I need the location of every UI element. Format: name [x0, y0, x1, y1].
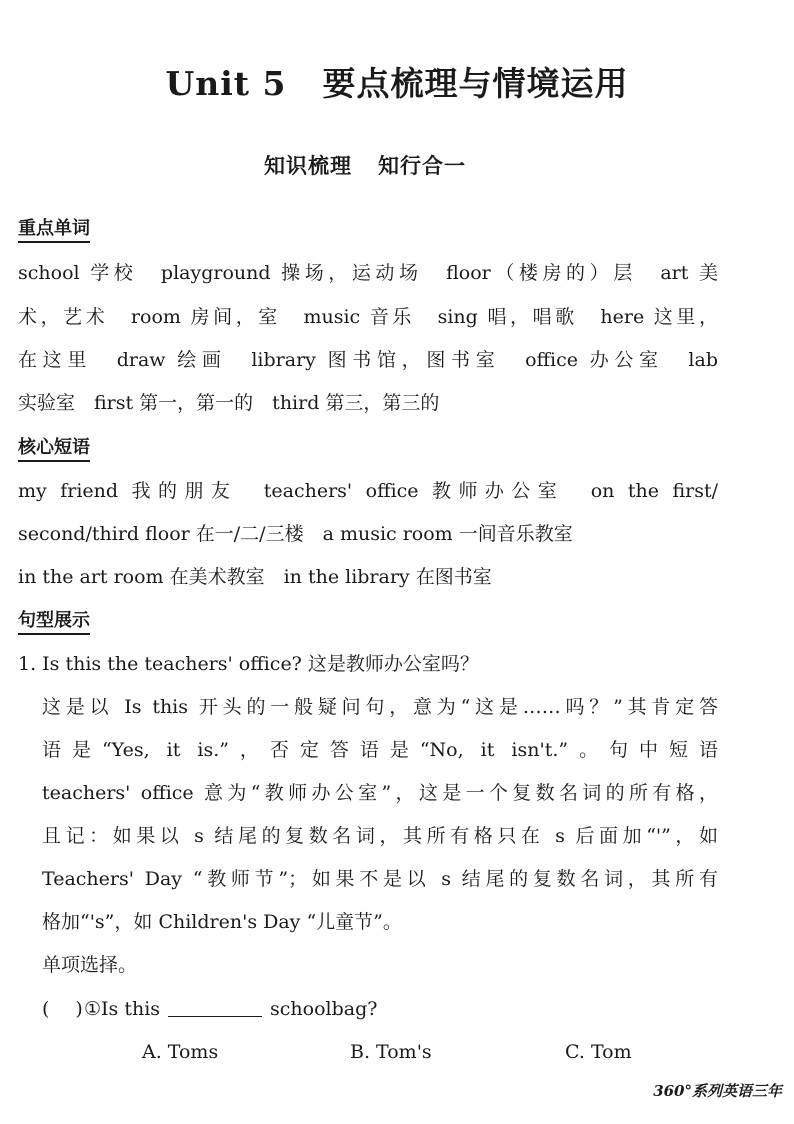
question-1 [42, 994, 718, 1024]
explain-line-4: 且记：如果以 s 结尾的复数名词，其所有格只在 s 后面加“'”，如 [42, 825, 718, 847]
explain-line-6: 格加“'s”，如 Children's Day “儿童节”。 [42, 911, 402, 933]
subtitle-left: 知识梳理 [264, 154, 352, 178]
page-footer: 360°系列英语三年 [653, 1082, 782, 1100]
phrases-line-1: my friend 我的朋友 teachers' office 教师办公室 on the first/ [18, 480, 718, 502]
question-suffix: schoolbag? [270, 998, 378, 1020]
subtitle-right: 知行合一 [378, 154, 466, 178]
explain-line-2: 语是“Yes, it is.”，否定答语是“No, it isn't.”。句中短语 [42, 739, 718, 761]
answer-paren[interactable]: ( ) [42, 998, 83, 1020]
heading-sentence-patterns: 句型展示 [18, 610, 90, 635]
option-a[interactable]: A. Toms [142, 1041, 219, 1063]
phrases-line-3: in the art room 在美术教室 in the library 在图书室 [18, 566, 492, 588]
answer-blank[interactable] [168, 998, 262, 1017]
explain-line-1: 这是以 Is this 开头的一般疑问句，意为“这是……吗？”其肯定答 [42, 696, 718, 718]
section-subtitle [0, 150, 730, 180]
title-text: 要点梳理与情境运用 [322, 64, 629, 103]
explain-line-5: Teachers' Day “教师节”；如果不是以 s 结尾的复数名词，其所有 [42, 868, 718, 890]
unit-label: Unit 5 [165, 64, 287, 103]
explain-line-3: teachers' office 意为“教师办公室”，这是一个复数名词的所有格， [42, 782, 718, 804]
exercise-label: 单项选择。 [42, 954, 138, 976]
heading-core-phrases: 核心短语 [18, 437, 90, 462]
words-line-1: school 学校 playground 操场，运动场 floor（楼房的）层 art 美 [18, 262, 718, 284]
option-b[interactable]: B. Tom's [350, 1041, 432, 1063]
words-line-2: 术，艺术 room 房间，室 music 音乐 sing 唱，唱歌 here 这里， [18, 306, 718, 328]
heading-key-words: 重点单词 [18, 218, 90, 243]
words-line-3: 在这里 draw 绘画 library 图书馆，图书室 office 办公室 lab [18, 349, 718, 371]
words-line-4: 实验室 first 第一，第一的 third 第三，第三的 [18, 392, 440, 414]
question-prefix: ①Is this [84, 998, 161, 1020]
sentence-item-1: 1. Is this the teachers' office? 这是教师办公室吗？ [18, 653, 479, 675]
page-title [0, 58, 794, 105]
option-c[interactable]: C. Tom [565, 1041, 632, 1063]
phrases-line-2: second/third floor 在一/二/三楼 a music room 一间音乐教室 [18, 523, 573, 545]
